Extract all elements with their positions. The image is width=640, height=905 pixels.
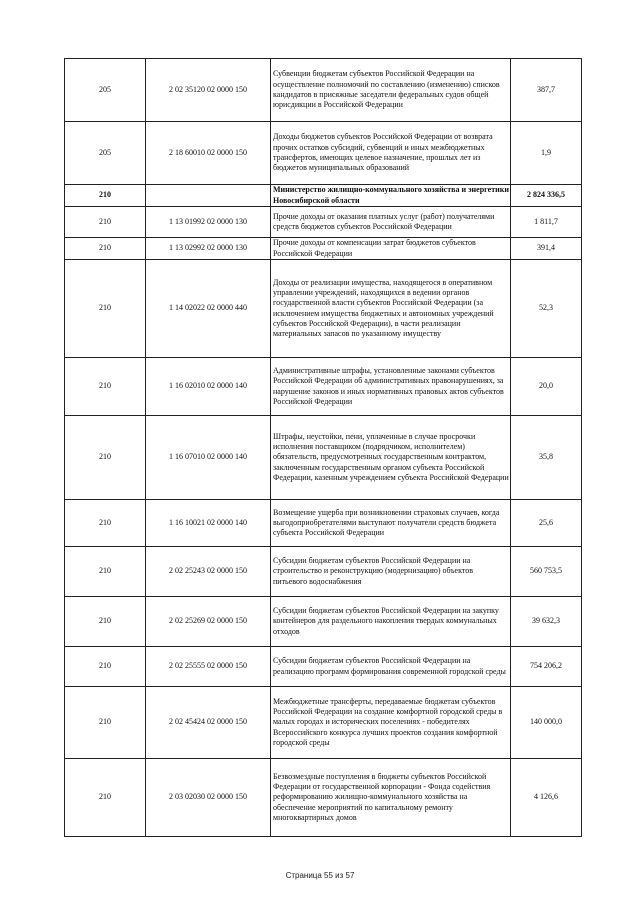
- revenue-name-cell: Безвозмездные поступления в бюджеты субъектов Российской Федерации от государственной корпорации - Фонда содействия реформированию жилищно-коммунального хозяйства на обеспечение мероприятий по капитальному ремонту многоквартирных домов: [271, 759, 511, 837]
- table-row: [65, 185, 582, 207]
- admin-code-cell: 205: [65, 59, 146, 122]
- table-row: [65, 122, 582, 185]
- budget-code-cell: 2 02 25243 02 0000 150: [146, 547, 271, 597]
- budget-code-cell: 1 16 02010 02 0000 140: [146, 358, 271, 416]
- amount-cell: 52,3: [511, 260, 582, 358]
- amount-cell: 4 126,6: [511, 759, 582, 837]
- budget-code-cell: 2 02 25269 02 0000 150: [146, 597, 271, 647]
- amount-cell: 20,0: [511, 358, 582, 416]
- amount-cell: 391,4: [511, 238, 582, 260]
- amount-cell: 39 632,3: [511, 597, 582, 647]
- revenue-name-cell: Субсидии бюджетам субъектов Российской Федерации на закупку контейнеров для раздельного накопления твердых коммунальных отходов: [271, 597, 511, 647]
- revenue-name-cell: Прочие доходы от компенсации затрат бюджетов субъектов Российской Федерации: [271, 238, 511, 260]
- admin-code-cell: 210: [65, 500, 146, 547]
- revenue-table-page: [64, 58, 574, 837]
- admin-code-cell: 210: [65, 358, 146, 416]
- admin-code-cell: 210: [65, 547, 146, 597]
- budget-code-cell: 2 18 60010 02 0000 150: [146, 122, 271, 185]
- admin-code-cell: 210: [65, 238, 146, 260]
- revenue-name-cell: Штрафы, неустойки, пени, уплаченные в случае просрочки исполнения поставщиком (подрядчиком, исполнителем) обязательств, предусмотренных государственным контрактом, заключенным государственным органом субъекта Российской Федерации, казенным учреждением субъекта Российской Федерации: [271, 416, 511, 500]
- budget-code-cell: 2 03 02030 02 0000 150: [146, 759, 271, 837]
- amount-cell: 560 753,5: [511, 547, 582, 597]
- table-row: [65, 207, 582, 238]
- revenue-name-cell: Прочие доходы от оказания платных услуг (работ) получателями средств бюджетов субъектов Российской Федерации: [271, 207, 511, 238]
- budget-code-cell: 2 02 35120 02 0000 150: [146, 59, 271, 122]
- revenue-name-cell: Доходы бюджетов субъектов Российской Федерации от возврата прочих остатков субсидий, субвенций и иных межбюджетных трансфертов, имеющих целевое назначение, прошлых лет из бюджетов муниципальных образований: [271, 122, 511, 185]
- table-row: [65, 500, 582, 547]
- table-row: [65, 260, 582, 358]
- revenue-name-cell: Субвенции бюджетам субъектов Российской Федерации на осуществление полномочий по составлению (изменению) списков кандидатов в присяжные заседатели федеральных судов общей юрисдикции в Российской Федерации: [271, 59, 511, 122]
- budget-code-cell: [146, 185, 271, 207]
- amount-cell: 140 000,0: [511, 687, 582, 759]
- admin-code-cell: 210: [65, 207, 146, 238]
- budget-code-cell: 1 13 02992 02 0000 130: [146, 238, 271, 260]
- revenue-name-cell: Доходы от реализации имущества, находящегося в оперативном управлении учреждений, находящихся в ведении органов государственной власти субъектов Российской Федерации (за исключением имущества бюджетных и автономных учреждений субъектов Российской Федерации), в части реализации материальных запасов по указанному имуществу: [271, 260, 511, 358]
- admin-code-cell: 210: [65, 185, 146, 207]
- admin-code-cell: 205: [65, 122, 146, 185]
- table-row: [65, 59, 582, 122]
- table-row: [65, 759, 582, 837]
- budget-code-cell: 1 16 07010 02 0000 140: [146, 416, 271, 500]
- revenue-name-cell: Министерство жилищно-коммунального хозяйства и энергетики Новосибирской области: [271, 185, 511, 207]
- amount-cell: 1,9: [511, 122, 582, 185]
- amount-cell: 754 206,2: [511, 647, 582, 687]
- admin-code-cell: 210: [65, 597, 146, 647]
- page-number: Страница 55 из 57: [285, 871, 355, 880]
- revenue-name-cell: Субсидии бюджетам субъектов Российской Федерации на реализацию программ формирования современной городской среды: [271, 647, 511, 687]
- revenue-table-body: [65, 59, 582, 837]
- table-row: [65, 597, 582, 647]
- revenue-name-cell: Субсидии бюджетам субъектов Российской Федерации на строительство и реконструкцию (модернизацию) объектов питьевого водоснабжения: [271, 547, 511, 597]
- revenue-name-cell: Межбюджетные трансферты, передаваемые бюджетам субъектов Российской Федерации на создание комфортной городской среды в малых городах и исторических поселениях - победителях Всероссийского конкурса лучших проектов создания комфортной городской среды: [271, 687, 511, 759]
- table-row: [65, 647, 582, 687]
- table-row: [65, 358, 582, 416]
- admin-code-cell: 210: [65, 416, 146, 500]
- revenue-name-cell: Возмещение ущерба при возникновении страховых случаев, когда выгодоприобретателями выступают получатели средств бюджета субъекта Российской Федерации: [271, 500, 511, 547]
- admin-code-cell: 210: [65, 647, 146, 687]
- table-row: [65, 238, 582, 260]
- table-row: [65, 547, 582, 597]
- budget-code-cell: 2 02 25555 02 0000 150: [146, 647, 271, 687]
- admin-code-cell: 210: [65, 687, 146, 759]
- table-row: [65, 416, 582, 500]
- admin-code-cell: 210: [65, 759, 146, 837]
- table-row: [65, 687, 582, 759]
- budget-code-cell: 1 14 02022 02 0000 440: [146, 260, 271, 358]
- admin-code-cell: 210: [65, 260, 146, 358]
- amount-cell: 387,7: [511, 59, 582, 122]
- budget-code-cell: 2 02 45424 02 0000 150: [146, 687, 271, 759]
- revenue-name-cell: Административные штрафы, установленные законами субъектов Российской Федерации об административных правонарушениях, за нарушение законов и иных нормативных правовых актов субъектов Российской Федерации: [271, 358, 511, 416]
- amount-cell: 2 824 336,5: [511, 185, 582, 207]
- budget-code-cell: 1 13 01992 02 0000 130: [146, 207, 271, 238]
- amount-cell: 35,8: [511, 416, 582, 500]
- budget-code-cell: 1 16 10021 02 0000 140: [146, 500, 271, 547]
- amount-cell: 1 811,7: [511, 207, 582, 238]
- revenue-table: [64, 58, 582, 837]
- amount-cell: 25,6: [511, 500, 582, 547]
